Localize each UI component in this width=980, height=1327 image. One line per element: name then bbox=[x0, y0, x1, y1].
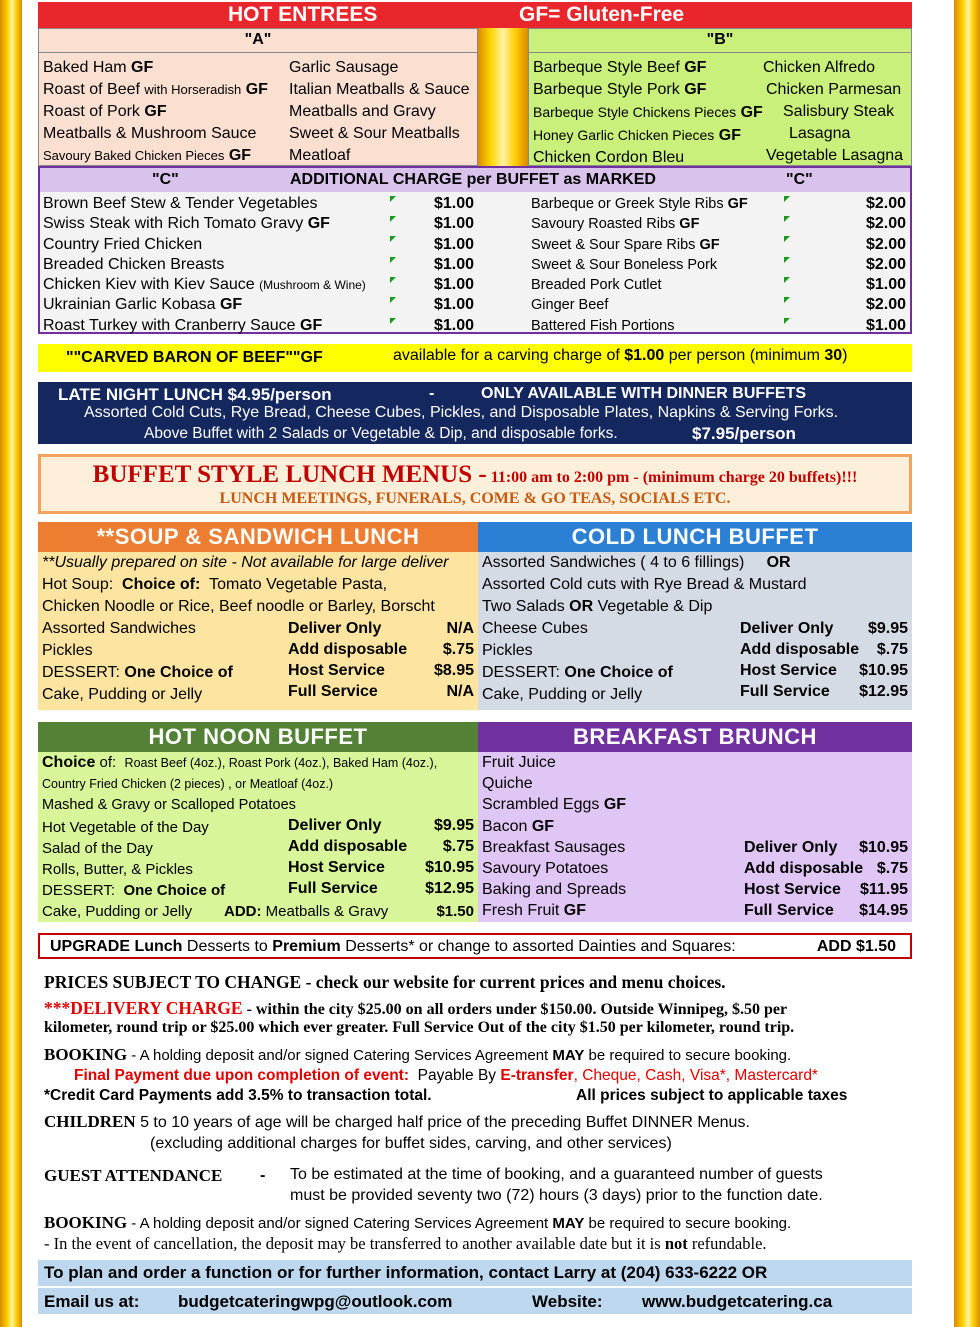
price: $1.00 bbox=[433, 235, 474, 253]
table-row: Host Service $8.95 bbox=[288, 662, 474, 679]
price: $1.00 bbox=[433, 316, 474, 334]
soup-choice-line: Hot Soup: Choice of: Tomato Vegetable Pasta, bbox=[42, 576, 388, 593]
email-link[interactable]: budgetcateringwpg@outlook.com bbox=[178, 1292, 453, 1311]
list-item: Fresh Fruit GF bbox=[482, 902, 587, 920]
list-item: Battered Fish Portions bbox=[531, 317, 675, 334]
column-a-left-list bbox=[43, 57, 268, 167]
list-item: Breaded Chicken Breasts bbox=[43, 255, 225, 273]
price: $2.00 bbox=[865, 255, 906, 273]
list-item: Roast of Pork GF bbox=[43, 103, 167, 120]
list-item: Roast Turkey with Cranberry Sauce GF bbox=[43, 316, 323, 334]
late-night-items: Assorted Cold Cuts, Rye Bread, Cheese Cubes, Pickles, and Disposable Plates, Napkins & Serving Forks. bbox=[84, 404, 839, 421]
price: $2.00 bbox=[865, 296, 906, 314]
children-line-1: CHILDREN 5 to 10 years of age will be charged half price of the preceding Buffet DINNER Menus. bbox=[44, 1112, 750, 1131]
list-item: Honey Garlic Chicken Pieces GF bbox=[533, 127, 741, 144]
list-item: Roast of Beef with Horseradish GF bbox=[43, 81, 268, 98]
list-item: Barbeque Style Pork GF bbox=[533, 81, 707, 98]
list-item: Assorted Sandwiches ( 4 to 6 fillings) OR bbox=[482, 554, 791, 571]
guest-attendance-dash: - bbox=[260, 1167, 266, 1184]
hot-noon-potatoes: Mashed & Gravy or Scalloped Potatoes bbox=[42, 797, 296, 814]
list-item: Cake, Pudding or Jelly bbox=[42, 903, 193, 921]
credit-card-note: *Credit Card Payments add 3.5% to transaction total. bbox=[44, 1087, 432, 1104]
list-item: Cake, Pudding or Jelly bbox=[42, 686, 203, 703]
list-item: Assorted Cold cuts with Rye Bread & Mustard bbox=[482, 576, 807, 593]
late-night-title: LATE NIGHT LUNCH $4.95/person bbox=[58, 385, 332, 404]
late-night-option: Above Buffet with 2 Salads or Vegetable & Dip, and disposable forks. bbox=[144, 425, 618, 442]
list-item: Rolls, Butter, & Pickles bbox=[42, 861, 193, 879]
guest-attendance-line-2: must be provided seventy two (72) hours (3 days) prior to the function date. bbox=[290, 1187, 823, 1204]
list-item: Lasagna bbox=[789, 125, 851, 142]
extras-right-list bbox=[531, 194, 748, 336]
hot-entrees-header bbox=[38, 2, 912, 28]
list-item: Hot Vegetable of the Day bbox=[42, 818, 209, 836]
list-item: Cake, Pudding or Jelly bbox=[482, 686, 643, 703]
guest-attendance-label: GUEST ATTENDANCE bbox=[44, 1166, 223, 1185]
lunch-menus-time: 11:00 am to 2:00 pm - (minimum charge 20 buffets)!!! bbox=[490, 469, 858, 486]
price: $1.00 bbox=[433, 215, 474, 233]
list-item: Pickles bbox=[42, 642, 93, 659]
list-item: Barbeque Style Beef GF bbox=[533, 59, 707, 76]
hot-noon-choice-2: Country Fried Chicken (2 pieces) , or Meatloaf (4oz.) bbox=[42, 777, 334, 792]
price: $1.00 bbox=[865, 316, 906, 334]
comment-marker-icon bbox=[390, 257, 396, 263]
upgrade-desserts-banner bbox=[38, 933, 912, 959]
carved-beef-banner bbox=[38, 344, 912, 372]
extras-left-prices bbox=[420, 194, 474, 336]
delivery-charge-line-1: ***DELIVERY CHARGE - within the city $25.00 on all orders under $150.00. Outside Winnipeg, $.50 per bbox=[44, 998, 788, 1018]
list-item: Country Fried Chicken bbox=[43, 235, 203, 253]
table-row: Host Service $10.95 bbox=[288, 859, 474, 876]
upgrade-text: UPGRADE Lunch Desserts to Premium Desserts* or change to assorted Dainties and Squares: bbox=[50, 938, 736, 955]
comment-marker-icon bbox=[390, 216, 396, 222]
list-item: Breaded Pork Cutlet bbox=[531, 277, 662, 294]
brunch-title: BREAKFAST BRUNCH bbox=[478, 722, 912, 752]
website-label: Website: bbox=[532, 1292, 603, 1311]
list-item: Sweet & Sour Boneless Pork bbox=[531, 256, 718, 273]
column-c-label: "C" bbox=[152, 171, 179, 188]
list-item: DESSERT: One Choice of bbox=[42, 664, 233, 681]
comment-marker-icon bbox=[390, 236, 396, 242]
late-night-option-price: $7.95/person bbox=[692, 424, 796, 443]
list-item: DESSERT: One Choice of bbox=[482, 664, 673, 681]
list-item: Meatballs & Mushroom Sauce bbox=[43, 125, 257, 142]
comment-marker-icon bbox=[390, 277, 396, 283]
website-link[interactable]: www.budgetcatering.ca bbox=[642, 1292, 833, 1311]
additional-charge-title: ADDITIONAL CHARGE per BUFFET as MARKED bbox=[290, 171, 656, 188]
table-row: Full Service $12.95 bbox=[740, 683, 908, 700]
late-night-dash: - bbox=[429, 385, 435, 402]
hot-noon-section bbox=[38, 722, 478, 922]
table-row: Full Service N/A bbox=[288, 683, 474, 700]
table-row: Deliver Only $10.95 bbox=[744, 839, 908, 856]
comment-marker-icon bbox=[784, 297, 790, 303]
list-item: Garlic Sausage bbox=[289, 59, 399, 76]
list-item: Bacon GF bbox=[482, 817, 555, 835]
price: $1.00 bbox=[433, 195, 474, 212]
column-a-right-list bbox=[289, 57, 470, 167]
list-item: Chicken Kiev with Kiev Sauce (Mushroom & Wine) bbox=[43, 276, 366, 294]
price: $1.00 bbox=[865, 276, 906, 294]
soup-list: Chicken Noodle or Rice, Beef noodle or Barley, Borscht bbox=[42, 598, 435, 615]
table-row: Add disposable $.75 bbox=[288, 641, 474, 658]
hot-noon-title: HOT NOON BUFFET bbox=[38, 722, 478, 752]
list-item: Breakfast Sausages bbox=[482, 838, 626, 856]
comment-marker-icon bbox=[390, 297, 396, 303]
cold-lunch-title: COLD LUNCH BUFFET bbox=[478, 522, 912, 552]
list-item: Italian Meatballs & Sauce bbox=[289, 81, 470, 98]
list-item: Vegetable Lasagna bbox=[766, 147, 904, 164]
list-item: Quiche bbox=[482, 775, 533, 793]
comment-marker-icon bbox=[784, 318, 790, 324]
list-item: Sweet & Sour Spare Ribs GF bbox=[531, 236, 720, 253]
late-night-lunch-section bbox=[38, 382, 912, 444]
list-item: Sweet & Sour Meatballs bbox=[289, 125, 460, 142]
final-payment-line: Final Payment due upon completion of event: Payable By E-transfer, Cheque, Cash, Visa*, Mastercard* bbox=[74, 1067, 818, 1084]
soup-sandwich-title: **SOUP & SANDWICH LUNCH bbox=[38, 522, 478, 552]
delivery-charge-line-2: kilometer, round trip or $25.00 which ever greater. Full Service Out of the city $1.50 per kilometer, round trip. bbox=[44, 1019, 795, 1036]
list-item: Meatloaf bbox=[289, 147, 351, 164]
table-row: Deliver Only $9.95 bbox=[740, 620, 908, 637]
comment-marker-icon bbox=[784, 216, 790, 222]
carved-beef-title: ""CARVED BARON OF BEEF""GF bbox=[66, 349, 323, 366]
list-item: Savoury Potatoes bbox=[482, 860, 609, 878]
list-item: Savoury Baked Chicken Pieces GF bbox=[43, 147, 252, 164]
extras-right-prices bbox=[852, 194, 906, 336]
additional-charge-header bbox=[40, 168, 910, 192]
table-row: Host Service $11.95 bbox=[744, 881, 908, 898]
extras-left-list bbox=[43, 194, 366, 336]
brunch-price-table bbox=[744, 837, 908, 921]
column-b-left-list bbox=[533, 57, 763, 169]
hot-noon-choice: Choice of: Roast Beef (4oz.), Roast Pork (4oz.), Baked Ham (4oz.), bbox=[42, 754, 438, 771]
lunch-menus-banner bbox=[38, 454, 912, 514]
list-item: Meatballs and Gravy bbox=[289, 103, 436, 120]
list-item: Cheese Cubes bbox=[482, 620, 588, 637]
column-a-label: "A" bbox=[39, 29, 477, 53]
gluten-free-note: GF= Gluten-Free bbox=[519, 3, 685, 26]
comment-marker-icon bbox=[784, 236, 790, 242]
list-item: DESSERT: One Choice of bbox=[42, 882, 226, 900]
list-item: Chicken Parmesan bbox=[766, 81, 902, 98]
entree-column-a bbox=[38, 28, 478, 166]
cold-lunch-section bbox=[478, 522, 912, 710]
column-b-right-list bbox=[763, 57, 903, 167]
list-item: Brown Beef Stew & Tender Vegetables bbox=[43, 195, 318, 212]
booking-line-2: BOOKING - A holding deposit and/or signed Catering Services Agreement MAY be required to secure booking. bbox=[44, 1213, 792, 1232]
table-row: Add disposable $.75 bbox=[744, 860, 908, 877]
hot-noon-price-table bbox=[288, 815, 474, 899]
list-item: Baking and Spreads bbox=[482, 881, 627, 899]
cold-price-table bbox=[740, 618, 908, 702]
cancellation-line: - In the event of cancellation, the deposit may be transferred to another available date but it is not refundable. bbox=[44, 1234, 767, 1253]
table-row: Deliver Only N/A bbox=[288, 620, 474, 637]
list-item: Assorted Sandwiches bbox=[42, 620, 196, 637]
list-item: Pickles bbox=[482, 642, 533, 659]
price: $1.00 bbox=[433, 276, 474, 294]
soup-price-table bbox=[288, 618, 474, 702]
lunch-menus-subtitle: LUNCH MEETINGS, FUNERALS, COME & GO TEAS, SOCIALS ETC. bbox=[219, 490, 731, 507]
column-b-label: "B" bbox=[529, 29, 911, 53]
comment-marker-icon bbox=[784, 196, 790, 202]
breakfast-brunch-section bbox=[478, 722, 912, 922]
price: $1.00 bbox=[433, 255, 474, 273]
lunch-menus-title: BUFFET STYLE LUNCH MENUS - bbox=[92, 461, 487, 488]
list-item: Savoury Roasted Ribs GF bbox=[531, 216, 700, 233]
list-item: Fruit Juice bbox=[482, 754, 556, 771]
price: $1.00 bbox=[433, 296, 474, 314]
comment-marker-icon bbox=[390, 196, 396, 202]
entree-column-b bbox=[528, 28, 912, 166]
list-item: Swiss Steak with Rich Tomato Gravy GF bbox=[43, 215, 330, 233]
column-c-label: "C" bbox=[786, 171, 813, 188]
table-row: Add disposable $.75 bbox=[288, 838, 474, 855]
list-item: Barbeque Style Chickens Pieces GF bbox=[533, 104, 763, 121]
list-item: Chicken Cordon Bleu bbox=[533, 149, 685, 166]
list-item: Salad of the Day bbox=[42, 839, 153, 857]
email-website-banner bbox=[38, 1288, 912, 1314]
list-item: Scrambled Eggs GF bbox=[482, 796, 627, 814]
late-night-availability: ONLY AVAILABLE WITH DINNER BUFFETS bbox=[481, 385, 807, 402]
comment-marker-icon bbox=[784, 257, 790, 263]
price: $2.00 bbox=[865, 235, 906, 253]
list-item: Ginger Beef bbox=[531, 297, 609, 314]
list-item: Salisbury Steak bbox=[783, 103, 895, 120]
gold-divider bbox=[478, 28, 528, 166]
table-row: Add disposable $.75 bbox=[740, 641, 908, 658]
list-item: Two Salads OR Vegetable & Dip bbox=[482, 598, 713, 615]
upgrade-price: ADD $1.50 bbox=[816, 938, 896, 955]
contact-banner: To plan and order a function or for further information, contact Larry at (204) 633-6222 OR bbox=[38, 1260, 912, 1286]
table-row: Host Service $10.95 bbox=[740, 662, 908, 679]
comment-marker-icon bbox=[784, 277, 790, 283]
gold-border-right bbox=[954, 0, 980, 1327]
hot-entrees-title: HOT ENTREES bbox=[228, 3, 378, 26]
price: $2.00 bbox=[865, 215, 906, 233]
table-row: Full Service $14.95 bbox=[744, 902, 908, 919]
additional-charge-section bbox=[38, 166, 912, 334]
email-label: Email us at: bbox=[44, 1292, 140, 1311]
taxes-note: All prices subject to applicable taxes bbox=[576, 1087, 848, 1104]
guest-attendance-line-1: To be estimated at the time of booking, and a guaranteed number of guests bbox=[290, 1166, 823, 1183]
children-line-2: (excluding additional charges for buffet sides, carving, and other services) bbox=[150, 1135, 672, 1152]
gold-border-left bbox=[0, 0, 22, 1327]
carved-beef-details: available for a carving charge of $1.00 per person (minimum 30) bbox=[393, 347, 848, 364]
list-item: Barbeque or Greek Style Ribs GF bbox=[531, 196, 748, 212]
table-row: Full Service $12.95 bbox=[288, 880, 474, 897]
prices-subject-to-change: PRICES SUBJECT TO CHANGE - check our website for current prices and menu choices. bbox=[44, 972, 726, 992]
list-item: Baked Ham GF bbox=[43, 59, 154, 76]
list-item: Ukrainian Garlic Kobasa GF bbox=[43, 296, 243, 314]
list-item: Chicken Alfredo bbox=[763, 59, 876, 76]
hot-noon-addon: ADD: Meatballs & Gravy $1.50 bbox=[224, 903, 474, 920]
table-row: Deliver Only $9.95 bbox=[288, 817, 474, 834]
soup-sandwich-section bbox=[38, 522, 478, 710]
price: $2.00 bbox=[865, 195, 906, 212]
soup-note: **Usually prepared on site - Not available for large deliver bbox=[42, 554, 449, 571]
comment-marker-icon bbox=[390, 318, 396, 324]
booking-line: BOOKING - A holding deposit and/or signed Catering Services Agreement MAY be required to secure booking. bbox=[44, 1045, 792, 1064]
